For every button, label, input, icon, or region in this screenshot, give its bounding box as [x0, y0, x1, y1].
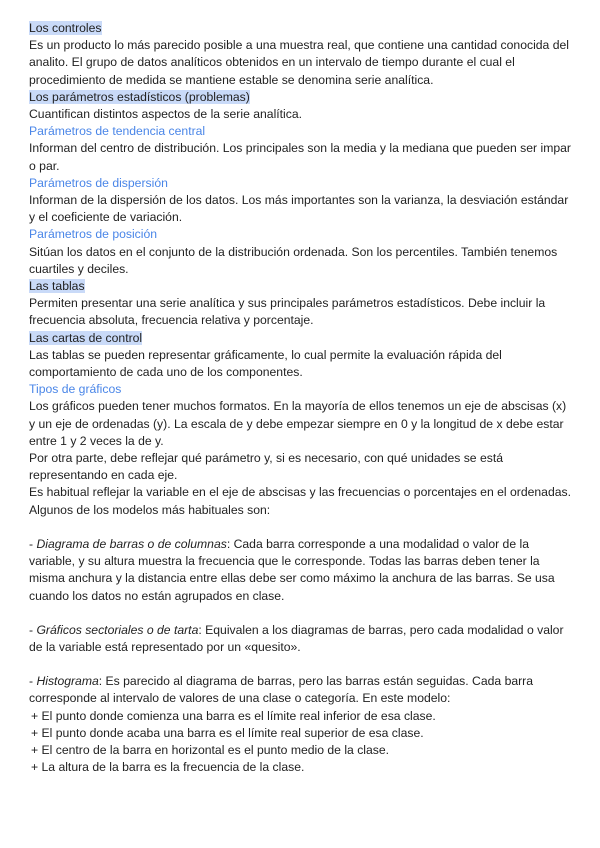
section-heading-controles: Los controles — [29, 21, 102, 35]
paragraph-tendencia: Informan del centro de distribución. Los principales son la media y la mediana que pueden ser impar o par. — [29, 141, 571, 173]
paragraph-histograma — [29, 673, 574, 707]
barras-term: Diagrama de barras o de columnas — [36, 536, 227, 551]
paragraph-sectoriales — [29, 622, 574, 656]
paragraph-tablas: Permiten presentar una serie analítica y sus principales parámetros estadísticos. Debe incluir la frecuencia absoluta, frecuencia relativa y porcentaje. — [29, 296, 546, 328]
section-heading-parametros: Los parámetros estadísticos (problemas) — [29, 89, 250, 104]
list-item: + El centro de la barra en horizontal es el punto medio de la clase. — [31, 742, 390, 757]
list-item: + La altura de la barra es la frecuencia de la clase. — [31, 760, 305, 775]
paragraph-tipos-2: Por otra parte, debe reflejar qué parámetro y, si es necesario, con qué unidades se está representando en cada eje. — [29, 451, 504, 483]
paragraph-tipos-1: Los gráficos pueden tener muchos formatos. En la mayoría de ellos tenemos un eje de abscisas (x) y un eje de ordenadas (y). La escala de y debe empezar siempre en 0 y la longitud de x debe estar entre 1 y 2 veces la de y. — [29, 399, 567, 448]
paragraph-tipos-3: Es habitual reflejar la variable en el eje de abscisas y las frecuencias o porcentajes en el ordenadas. — [29, 485, 571, 500]
blank-line — [29, 519, 574, 536]
section-heading-cartas: Las cartas de control — [29, 330, 143, 345]
paragraph-cartas: Las tablas se pueden representar gráficamente, lo cual permite la evaluación rápida del comportamiento de cada uno de los componentes. — [29, 347, 502, 380]
histograma-term: Histograma — [36, 674, 99, 689]
section-heading-tablas: Las tablas — [29, 279, 85, 294]
sectoriales-text: : Equivalen a los diagramas de barras, pero cada modalidad o valor de la variable está representado por un «quesito». — [29, 622, 564, 654]
paragraph-controles: Es un producto lo más parecido posible a una muestra real, que contiene una cantidad conocida del analito. El grupo de datos analíticos obtenidos en un intervalo de tiempo durante el cual el procedimiento de medida se mantiene estable se denomina serie analítica. — [29, 38, 569, 87]
paragraph-posicion: Sitúan los datos en el conjunto de la distribución ordenada. Son los percentiles. También tenemos cuartiles y deciles. — [29, 244, 558, 276]
paragraph-tipos-4: Algunos de los modelos más habituales son: — [29, 502, 271, 517]
barras-text: : Cada barra corresponde a una modalidad o valor de la variable, y su altura muestra la frecuencia que le corresponde. Todas las barras deben tener la misma anchura y la distancia entre ellas debe ser como máximo la anchura de las barras. Se usa cuando los datos no están agrupados en clase. — [29, 536, 555, 603]
histograma-text: : Es parecido al diagrama de barras, pero las barras están seguidas. Cada barra corresponde al intervalo de valores de una clase o categoría. En este modelo: — [29, 674, 534, 706]
list-item: + El punto donde comienza una barra es el límite real inferior de esa clase. — [31, 708, 436, 723]
sectoriales-term: Gráficos sectoriales o de tarta — [36, 622, 199, 637]
list-item: + El punto donde acaba una barra es el límite real superior de esa clase. — [31, 725, 424, 740]
document-page — [29, 20, 574, 776]
blank-line — [29, 656, 574, 673]
blank-line — [29, 605, 574, 622]
subheading-dispersion: Parámetros de dispersión — [29, 175, 168, 190]
histograma-prefix: - — [29, 674, 37, 689]
sectoriales-prefix: - — [29, 622, 37, 637]
barras-prefix: - — [29, 536, 37, 551]
paragraph-barras — [29, 536, 574, 605]
subheading-tendencia: Parámetros de tendencia central — [29, 124, 206, 139]
subheading-tipos: Tipos de gráficos — [29, 382, 122, 397]
paragraph-parametros: Cuantifican distintos aspectos de la serie analítica. — [29, 107, 303, 122]
paragraph-dispersion: Informan de la dispersión de los datos. Los más importantes son la varianza, la desviación estándar y el coeficiente de variación. — [29, 193, 569, 225]
subheading-posicion: Parámetros de posición — [29, 227, 158, 242]
